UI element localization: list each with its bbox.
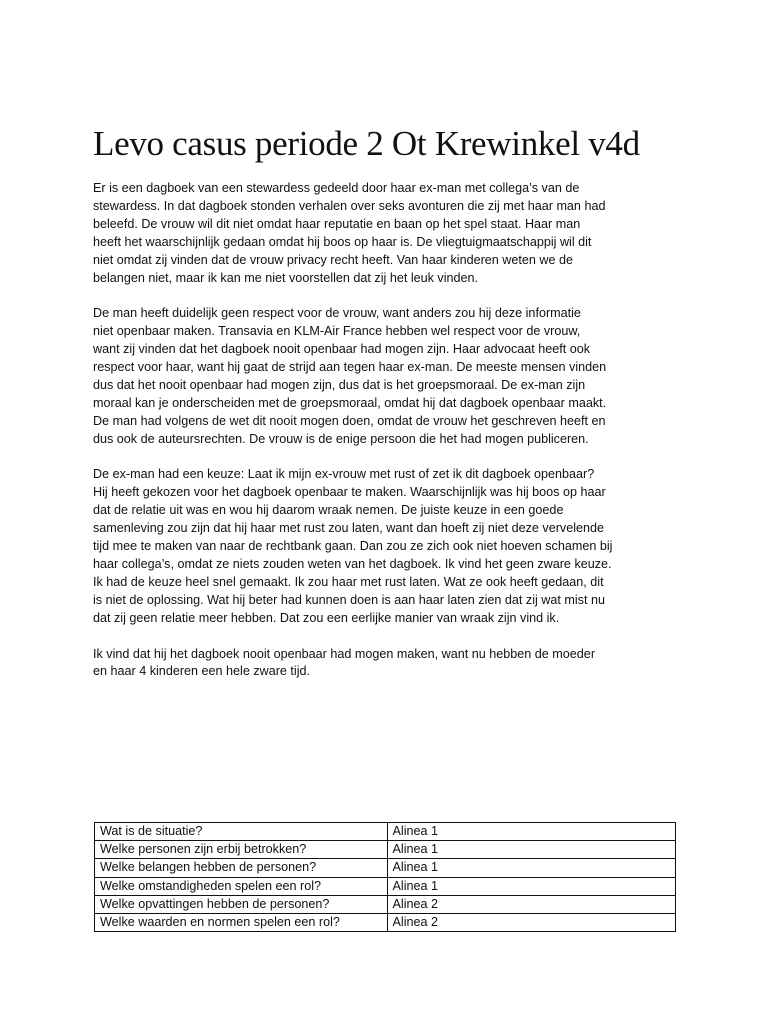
paragraph-line: moraal kan je onderscheiden met de groepsmoraal, omdat hij dat dagboek openbaar maakt. <box>93 395 607 410</box>
paragraph-line: De ex-man had een keuze: Laat ik mijn ex-vrouw met rust of zet ik dit dagboek openbaar? <box>93 467 595 482</box>
paragraph-line: Er is een dagboek van een stewardess gedeeld door haar ex-man met collega’s van de <box>93 181 580 195</box>
answer-cell: Alinea 1 <box>387 823 675 841</box>
document-title: Levo casus periode 2 Ot Krewinkel v4d <box>93 124 640 163</box>
answer-cell: Alinea 2 <box>387 913 675 931</box>
paragraph-line: De man heeft duidelijk geen respect voor de vrouw, want anders zou hij deze informatie <box>93 306 581 321</box>
paragraph-line: tijd mee te maken van naar de rechtbank gaan. Dan zou ze zich ook niet hoeven schamen bij <box>93 539 613 554</box>
answer-cell: Alinea 1 <box>387 877 675 895</box>
question-cell: Welke personen zijn erbij betrokken? <box>95 841 388 859</box>
table-row <box>95 877 676 895</box>
paragraph-line: en haar 4 kinderen een hele zware tijd. <box>93 664 311 679</box>
table-row <box>95 823 676 841</box>
paragraph-line: dat de relatie uit was en wou hij daarom wraak nemen. De juiste keuze in een goede <box>93 503 564 518</box>
table-row <box>95 913 676 931</box>
paragraph-line: Hij heeft gekozen voor het dagboek openbaar te maken. Waarschijnlijk was hij boos op haar <box>93 485 606 500</box>
analysis-table-container <box>94 822 676 932</box>
paragraph-line: want zij vinden dat het dagboek nooit openbaar had mogen zijn. Haar advocaat heeft ook <box>93 342 591 357</box>
paragraph-line: niet openbaar maken. Transavia en KLM-Air France hebben wel respect voor de vrouw, <box>93 324 581 339</box>
table-row <box>95 895 676 913</box>
question-cell: Welke belangen hebben de personen? <box>95 859 388 877</box>
paragraph-line: stewardess. In dat dagboek stonden verhalen over seks avonturen die zij met haar man had <box>93 198 606 213</box>
paragraph-line: samenleving zou zijn dat hij haar met rust zou laten, want dan hoeft zij niet deze vervelende <box>93 521 605 536</box>
paragraph-line: Ik vind dat hij het dagboek nooit openbaar had mogen maken, want nu hebben de moeder <box>93 646 596 661</box>
paragraph-line: belangen niet, maar ik kan me niet voorstellen dat zij het leuk vinden. <box>93 270 479 285</box>
paragraph-line: Ik had de keuze heel snel gemaakt. Ik zou haar met rust laten. Wat ze ook heeft gedaan, dit <box>93 574 604 589</box>
paragraph-3 <box>93 466 677 627</box>
paragraph-line: De man had volgens de wet dit nooit mogen doen, omdat de vrouw het geschreven heeft en <box>93 413 606 428</box>
question-cell: Welke opvattingen hebben de personen? <box>95 895 388 913</box>
paragraph-line: haar collega’s, omdat ze niets zouden weten van het dagboek. Ik vind het geen zware keuze. <box>93 557 612 571</box>
paragraph-line: heeft het waarschijnlijk gedaan omdat hij boos op haar is. De vliegtuigmaatschappij wil dit <box>93 234 592 249</box>
answer-cell: Alinea 2 <box>387 895 675 913</box>
question-cell: Welke omstandigheden spelen een rol? <box>95 877 388 895</box>
paragraph-line: dus ook de auteursrechten. De vrouw is de enige persoon die het had mogen publiceren. <box>93 431 589 446</box>
answer-cell: Alinea 1 <box>387 859 675 877</box>
paragraph-2 <box>93 305 677 448</box>
table-row <box>95 841 676 859</box>
paragraph-1 <box>93 180 677 287</box>
paragraph-line: dat zij geen relatie meer hebben. Dat zou een eerlijke manier van wraak zijn vind ik. <box>93 610 560 625</box>
question-cell: Welke waarden en normen spelen een rol? <box>95 913 388 931</box>
paragraph-line: niet omdat zij vinden dat de vrouw privacy recht heeft. Van haar kinderen weten we de <box>93 252 574 267</box>
question-cell: Wat is de situatie? <box>95 823 388 841</box>
paragraph-line: respect voor haar, want hij gaat de strijd aan tegen haar ex-man. De meeste mensen vinden <box>93 360 607 375</box>
document-body <box>93 124 677 699</box>
paragraph-line: beleefd. De vrouw wil dit niet omdat haar reputatie en baan op het spel staat. Haar man <box>93 216 581 231</box>
table-row <box>95 859 676 877</box>
paragraph-line: dus dat het nooit openbaar had mogen zijn, dus dat is het groepsmoraal. De ex-man zijn <box>93 377 586 392</box>
answer-cell: Alinea 1 <box>387 841 675 859</box>
analysis-table <box>94 822 676 932</box>
paragraph-4 <box>93 646 677 682</box>
paragraph-line: is niet de oplossing. Wat hij beter had kunnen doen is aan haar laten zien dat zij wat mist nu <box>93 592 605 607</box>
